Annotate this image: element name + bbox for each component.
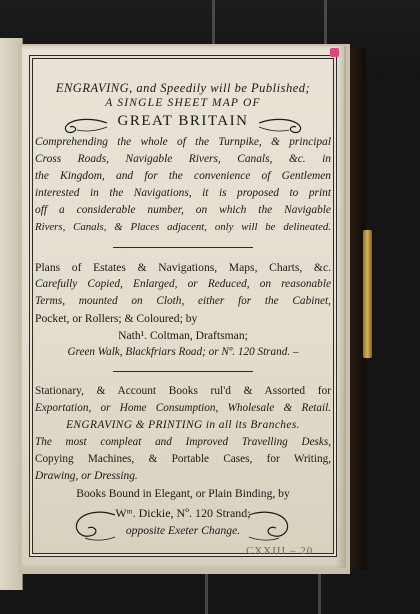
stationary-line-2: Exportation, or Home Consumption, Wholesale & Retail. (35, 402, 331, 414)
bookbinder-address: opposite Exeter Change. (125, 524, 241, 537)
map-subheading: A SINGLE SHEET MAP OF (105, 97, 261, 109)
draftsman-name: Nath¹. Coltman, Draftsman; (118, 329, 248, 342)
plans-line-4: Pocket, or Rollers; & Coloured; by (35, 312, 198, 325)
engraving-heading: ENGRAVING, and Speedily will be Published; (55, 81, 311, 95)
draftsman-address: Green Walk, Blackfriars Road; or Nº. 120 Strand. – (67, 346, 299, 358)
bookbinding-line: Books Bound in Elegant, or Plain Binding, by (76, 487, 290, 500)
clip-rod-bottom-right (318, 568, 321, 614)
plans-line-3: Terms, mounted on Cloth, either for the Cabinet, (35, 295, 331, 307)
bookbinder-name: Wᵐ. Dickie, Nº. 120 Strand; (115, 506, 251, 520)
page-border-frame (32, 58, 334, 554)
book-page (22, 46, 344, 568)
map-description-line-3: the Kingdom, and for the convenience of Gentlemen (35, 170, 331, 182)
stationary-line-4: The most compleat and Improved Travelling Desks, (35, 436, 331, 448)
clip-rod-bottom-left (205, 568, 208, 614)
catalog-number: CXXIII – 20 (246, 545, 314, 557)
stationary-line-6: Drawing, or Dressing. (35, 470, 138, 482)
bookmark-ribbon (363, 230, 372, 358)
engraving-printing-line: ENGRAVING & PRINTING in all its Branches. (66, 419, 300, 431)
map-description-line-2: Cross Roads, Navigable Rivers, Canals, &c. in (35, 153, 331, 165)
bottom-left-flourish-icon (73, 507, 117, 545)
map-title: GREAT BRITAIN (117, 113, 249, 129)
map-description-line-5: off a considerable number, on which the Navigable (35, 204, 331, 216)
plans-line-2: Carefully Copied, Enlarged, or Reduced, on reasonable (35, 278, 331, 290)
stationary-line-1: Stationary, & Account Books rul'd & Assorted for (35, 385, 331, 397)
clip-rod-left (212, 0, 215, 50)
right-flourish-icon (257, 115, 305, 137)
divider-1 (113, 247, 253, 248)
clip-rod-right (324, 0, 327, 50)
stationary-line-5: Copying Machines, & Portable Cases, for Writing, (35, 453, 331, 465)
divider-2 (113, 371, 253, 372)
plans-line-1: Plans of Estates & Navigations, Maps, Charts, &c. (35, 261, 331, 274)
map-description-line-1: Comprehending the whole of the Turnpike, & principal (35, 136, 331, 148)
map-description-line-4: interested in the Navigations, it is proposed to print (35, 187, 331, 199)
color-marker (330, 48, 339, 57)
engraved-text (33, 59, 333, 553)
bottom-right-flourish-icon (247, 507, 291, 545)
map-description-line-6: Rivers, Canals, & Places adjacent, only will be delineated. (35, 221, 331, 233)
left-flourish-icon (61, 115, 109, 137)
